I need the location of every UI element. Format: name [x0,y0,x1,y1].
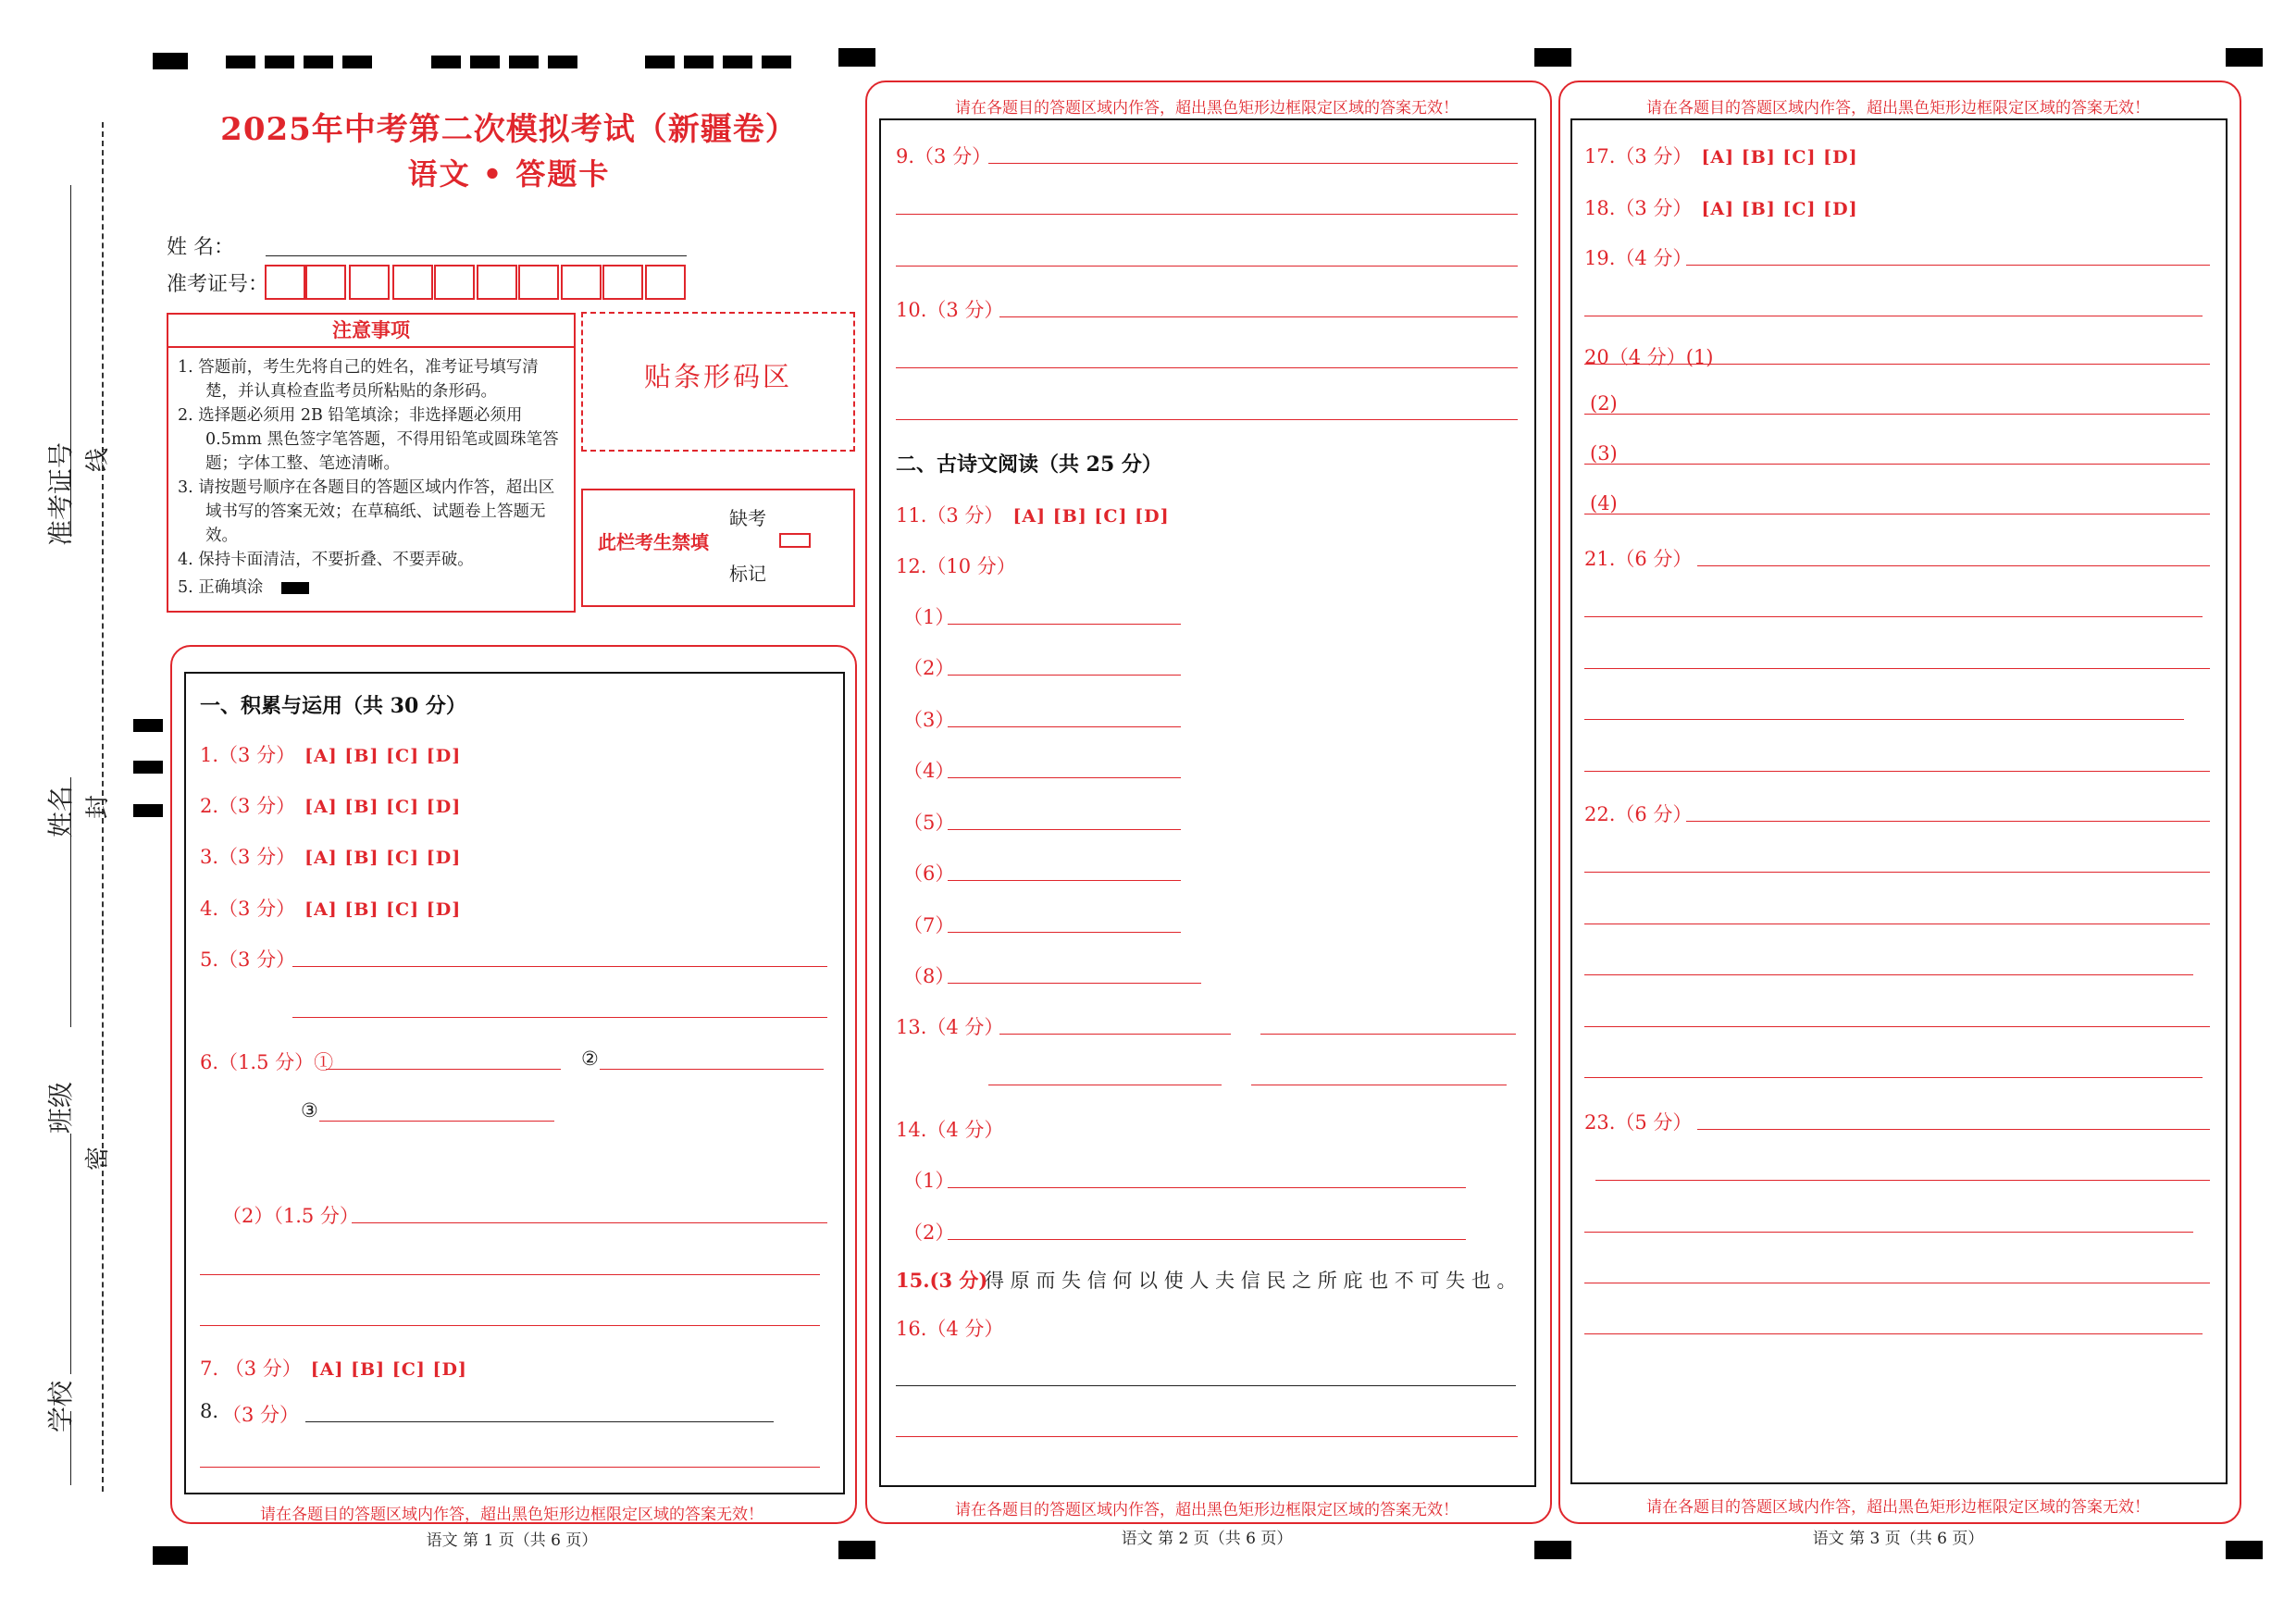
q22-label: 22.（6 分） [1584,803,1693,825]
side-fill-line [70,1134,71,1374]
answer-line[interactable] [1584,1026,2210,1027]
q6-circle-2: ② [581,1048,599,1070]
page2-warning: 请在各题目的答题区域内作答，超出黑色矩形边框限定区域的答案无效！ [955,1501,1458,1519]
alignment-mark [645,56,675,68]
q4-choice: 4.（3 分） [A] [B] [C] [D] [200,898,462,920]
q13-label: 13.（4 分） [896,1016,1004,1038]
answer-line[interactable] [292,1017,827,1018]
q15-text: 得 原 而 失 信 何 以 使 人 夫 信 民 之 所 庇 也 不 可 失 也 。 [985,1270,1517,1292]
page1-warning: 请在各题目的答题区域内作答，超出黑色矩形边框限定区域的答案无效！ [260,1506,763,1524]
q2-options[interactable]: [A] [B] [C] [D] [304,797,462,817]
alignment-mark [723,56,752,68]
answer-line[interactable] [326,1069,561,1070]
exam-id-cell[interactable] [305,265,346,300]
side-label-exam-id: 准考证号 [45,441,76,546]
q14-label: 14.（4 分） [896,1119,1004,1141]
exam-title: 2025年中考第二次模拟考试（新疆卷） [220,111,798,148]
q21-label: 21.（6 分） [1584,548,1693,570]
notice-item: 3. 请按题号顺序在各题目的答题区域内作答，超出区域书写的答案无效；在草稿纸、试题卷上答题无效。 [178,478,555,545]
section-1-title: 一、积累与运用（共 30 分） [200,694,466,718]
answer-line[interactable] [1584,771,2210,772]
page2-footer: 语文 第 2 页（共 6 页） [1121,1530,1293,1548]
exam-id-cell[interactable] [434,265,475,300]
answer-line[interactable] [896,1436,1518,1437]
answer-line[interactable] [948,675,1181,676]
alignment-mark [838,48,875,67]
q14-part: （2） [903,1221,955,1244]
answer-line[interactable] [1584,1232,2193,1233]
q20-part: (4) [1590,492,1618,514]
alignment-mark [684,56,714,68]
side-label-secret: 密 [84,1146,112,1171]
q18-choice: 18.（3 分） [A] [B] [C] [D] [1584,197,1858,219]
alignment-mark [509,56,539,68]
exam-id-cell[interactable] [561,265,602,300]
q16-label: 16.（4 分） [896,1318,1004,1340]
answer-line[interactable] [948,1187,1466,1188]
answer-line[interactable] [896,367,1518,368]
q19-label: 19.（4 分） [1584,247,1693,269]
answer-line[interactable] [1595,1180,2210,1181]
notice-item: 1. 答题前，考生先将自己的姓名，准考证号填写清楚，并认真检查监考员所粘贴的条形码。 [178,358,539,401]
answer-line[interactable] [1697,1129,2210,1130]
q12-part: （4） [903,760,955,782]
answer-line[interactable] [352,1222,827,1223]
answer-line[interactable] [200,1467,820,1468]
alignment-mark [548,56,577,68]
page1-footer: 语文 第 1 页（共 6 页） [426,1531,598,1550]
answer-line[interactable] [896,419,1518,420]
q18-options[interactable]: [A] [B] [C] [D] [1701,199,1858,219]
q20-part: (3) [1590,442,1618,465]
answer-line[interactable] [1584,1333,2203,1334]
alignment-mark [265,56,294,68]
notice-box [167,313,576,613]
answer-line[interactable] [1686,821,2210,822]
answer-line[interactable] [948,777,1181,778]
page3-footer: 语文 第 3 页（共 6 页） [1812,1530,1984,1548]
q9-label: 9.（3 分） [896,145,992,167]
answer-line[interactable] [999,1034,1231,1035]
answer-line[interactable] [292,966,827,967]
notice-item: 2. 选择题必须用 2B 铅笔填涂；非选择题必须用 0.5mm 黑色签字笔答题，不得用铅笔或圆珠笔答题；字体工整、笔迹清晰。 [178,406,559,473]
answer-line[interactable] [1584,974,2193,975]
alignment-mark [133,761,163,774]
answer-line[interactable] [948,932,1181,933]
answer-line[interactable] [1584,616,2203,617]
q12-part: （2） [903,657,955,679]
q2-choice: 2.（3 分） [A] [B] [C] [D] [200,795,462,817]
alignment-mark [762,56,791,68]
q6-part2-label: （2）（1.5 分） [222,1205,359,1227]
answer-line[interactable] [200,1325,820,1326]
answer-line[interactable] [1584,719,2184,720]
q15-label: 15.(3 分) [896,1269,988,1292]
absent-box [581,489,855,607]
q12-part: （7） [903,914,955,936]
section-2-title: 二、古诗文阅读（共 25 分） [896,452,1162,477]
side-label-name: 姓名 [45,785,76,837]
answer-line[interactable] [1584,464,2210,465]
q12-part: （3） [903,709,955,731]
answer-line[interactable] [305,1421,774,1422]
q3-options[interactable]: [A] [B] [C] [D] [304,848,462,868]
answer-line[interactable] [1584,414,2210,415]
answer-line[interactable] [988,163,1518,164]
answer-line[interactable] [948,983,1201,984]
q17-options[interactable]: [A] [B] [C] [D] [1701,147,1858,167]
exam-id-cell[interactable] [602,265,643,300]
notice-item: 4. 保持卡面清洁，不要折叠、不要弄破。 [178,551,474,569]
alignment-mark [226,56,255,68]
barcode-label: 贴条形码区 [643,361,792,392]
alignment-mark [1534,48,1571,67]
q11-choice: 11.（3 分） [A] [B] [C] [D] [896,504,1170,527]
notice-heading: 注意事项 [168,315,574,348]
page2-top-warning: 请在各题目的答题区域内作答，超出黑色矩形边框限定区域的答案无效！ [955,99,1458,118]
q6-circle-3: ③ [301,1099,318,1122]
answer-line[interactable] [1584,872,2210,873]
absent-top-label: 缺考 [729,507,766,529]
side-label-line: 线 [84,447,112,472]
exam-id-cell[interactable] [518,265,559,300]
exam-id-label: 准考证号： [167,273,269,296]
exam-id-cell[interactable] [645,265,686,300]
answer-line[interactable] [1260,1034,1516,1035]
q12-part: （5） [903,812,955,834]
q6-label: 6.（1.5 分）① [200,1051,334,1073]
answer-line[interactable] [600,1069,824,1070]
barcode-area [581,312,855,452]
q17-choice: 17.（3 分） [A] [B] [C] [D] [1584,145,1858,167]
answer-line[interactable] [948,624,1181,625]
answer-line[interactable] [1584,668,2210,669]
alignment-mark [431,56,461,68]
page3-top-warning: 请在各题目的答题区域内作答，超出黑色矩形边框限定区域的答案无效！ [1646,99,2150,118]
alignment-mark [133,719,163,732]
q23-label: 23.（5 分） [1584,1111,1693,1134]
answer-line[interactable] [999,316,1518,317]
answer-line[interactable] [948,1239,1466,1240]
answer-line[interactable] [948,726,1181,727]
alignment-mark [153,53,188,69]
answer-line[interactable] [896,214,1518,215]
absent-bottom-label: 标记 [729,563,766,585]
q14-part: （1） [903,1170,955,1192]
answer-line[interactable] [319,1121,554,1122]
q12-part: （8） [903,965,955,987]
notice-item: 5. 正确填涂 [178,578,264,597]
q12-part: （6） [903,862,955,885]
side-label-seal: 封 [84,794,112,819]
answer-line[interactable] [1584,1077,2203,1078]
q1-choice: 1.（3 分） [A] [B] [C] [D] [200,744,462,766]
alignment-mark [2226,48,2263,67]
q11-options[interactable]: [A] [B] [C] [D] [1012,506,1170,527]
alignment-mark [342,56,372,68]
answer-line[interactable] [200,1274,820,1275]
exam-id-cell[interactable] [265,265,305,300]
answer-line[interactable] [896,266,1518,267]
alignment-mark [133,804,163,817]
name-field[interactable] [266,255,687,256]
side-label-class: 班级 [45,1081,76,1134]
answer-line[interactable] [1697,565,2210,566]
q3-choice: 3.（3 分） [A] [B] [C] [D] [200,846,462,868]
answer-line[interactable] [948,829,1181,830]
answer-line[interactable] [948,880,1181,881]
q20-part: (2) [1590,392,1618,415]
answer-line[interactable] [896,1385,1516,1386]
q12-label: 12.（10 分） [896,555,1016,577]
q5-label: 5.（3 分） [200,948,296,971]
side-label-school: 学校 [45,1380,76,1432]
q12-part: （1） [903,606,955,628]
absent-bubble[interactable] [779,533,811,548]
q8-label: （3 分） [222,1404,300,1426]
q7-choice: 7. （3 分） [A] [B] [C] [D] [200,1357,467,1380]
subject-title: 语文 • 答题卡 [407,156,611,192]
page3-warning: 请在各题目的答题区域内作答，超出黑色矩形边框限定区域的答案无效！ [1646,1498,2150,1517]
absent-label: 此栏考生禁填 [598,531,709,553]
q4-options[interactable]: [A] [B] [C] [D] [304,899,462,920]
q20-label: 20（4 分）(1) [1584,346,1714,368]
name-label: 姓 名： [167,236,234,259]
q8-number: 8. [200,1400,219,1422]
q10-label: 10.（3 分） [896,299,1004,321]
alignment-mark [304,56,333,68]
alignment-mark [470,56,500,68]
exam-id-cell[interactable] [477,265,517,300]
filled-bubble-example [281,582,309,594]
answer-line[interactable] [1686,265,2210,266]
exam-id-cell[interactable] [392,265,433,300]
q1-options[interactable]: [A] [B] [C] [D] [304,746,462,766]
answer-line[interactable] [1584,364,2210,365]
q7-options[interactable]: [A] [B] [C] [D] [310,1359,467,1380]
exam-id-cell[interactable] [349,265,390,300]
